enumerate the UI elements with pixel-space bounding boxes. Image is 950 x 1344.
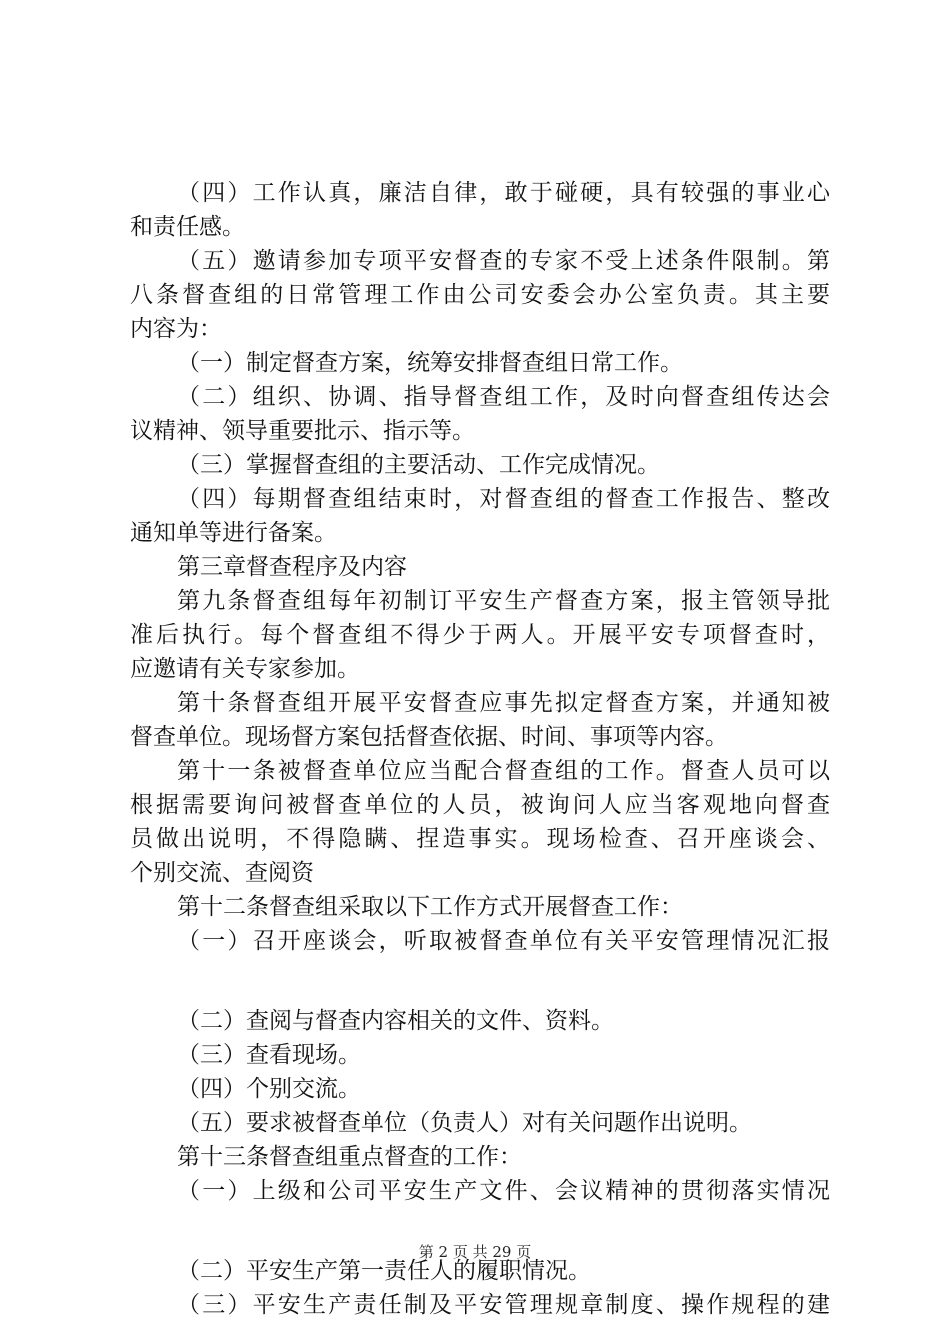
text-line: 通知单等进行备案。 bbox=[130, 520, 337, 546]
document-body bbox=[130, 176, 830, 1322]
page-number-footer: 第 2 页 共 29 页 bbox=[418, 1243, 532, 1261]
text-line: （四）个别交流。 bbox=[177, 1076, 361, 1102]
text-line: （五）邀请参加专项平安督查的专家不受上述条件限制。第 bbox=[177, 248, 830, 274]
text-line: 根据需要询问被督查单位的人员，被询问人应当客观地向督查 bbox=[130, 792, 830, 818]
text-line: 准后执行。每个督查组不得少于两人。开展平安专项督查时， bbox=[130, 622, 830, 648]
text-line: （三）掌握督查组的主要活动、工作完成情况。 bbox=[177, 452, 660, 478]
text-line: （二）平安生产第一责任人的履职情况。 bbox=[177, 1258, 591, 1284]
text-line: 员做出说明，不得隐瞒、捏造事实。现场检查、召开座谈会、 bbox=[130, 826, 830, 852]
text-line: 第十三条督查组重点督查的工作： bbox=[177, 1144, 522, 1170]
text-line: （一）制定督查方案，统筹安排督查组日常工作。 bbox=[177, 350, 683, 376]
text-line: 八条督查组的日常管理工作由公司安委会办公室负责。其主要 bbox=[130, 282, 830, 308]
text-line: 议精神、领导重要批示、指示等。 bbox=[130, 418, 475, 444]
text-line: 应邀请有关专家参加。 bbox=[130, 656, 360, 682]
text-line: （五）要求被督查单位（负责人）对有关问题作出说明。 bbox=[177, 1110, 752, 1136]
text-line: （三）平安生产责任制及平安管理规章制度、操作规程的建 bbox=[177, 1292, 830, 1318]
text-line: 第九条督查组每年初制订平安生产督查方案，报主管领导批 bbox=[177, 588, 830, 614]
text-line: （四）工作认真，廉洁自律，敢于碰硬，具有较强的事业心 bbox=[177, 180, 830, 206]
text-line: （一）上级和公司平安生产文件、会议精神的贯彻落实情况 bbox=[177, 1178, 830, 1204]
text-line: 第十一条被督查单位应当配合督查组的工作。督查人员可以 bbox=[177, 758, 830, 784]
text-line: 第十条督查组开展平安督查应事先拟定督查方案，并通知被 bbox=[177, 690, 830, 716]
text-line: （二）组织、协调、指导督查组工作，及时向督查组传达会 bbox=[177, 384, 830, 410]
blank-line bbox=[130, 958, 830, 1004]
text-line: 个别交流、查阅资 bbox=[130, 860, 314, 886]
text-line: 和责任感。 bbox=[130, 214, 245, 240]
text-line: 内容为： bbox=[130, 316, 222, 342]
text-line: （二）查阅与督查内容相关的文件、资料。 bbox=[177, 1008, 614, 1034]
text-line: （四）每期督查组结束时，对督查组的督查工作报告、整改 bbox=[177, 486, 830, 512]
text-line: （三）查看现场。 bbox=[177, 1042, 361, 1068]
text-line: （一）召开座谈会，听取被督查单位有关平安管理情况汇报 bbox=[177, 928, 830, 954]
text-line: 督查单位。现场督方案包括督查依据、时间、事项等内容。 bbox=[130, 724, 728, 750]
chapter-heading: 第三章督查程序及内容 bbox=[177, 554, 407, 580]
text-line: 第十二条督查组采取以下工作方式开展督查工作： bbox=[177, 894, 683, 920]
